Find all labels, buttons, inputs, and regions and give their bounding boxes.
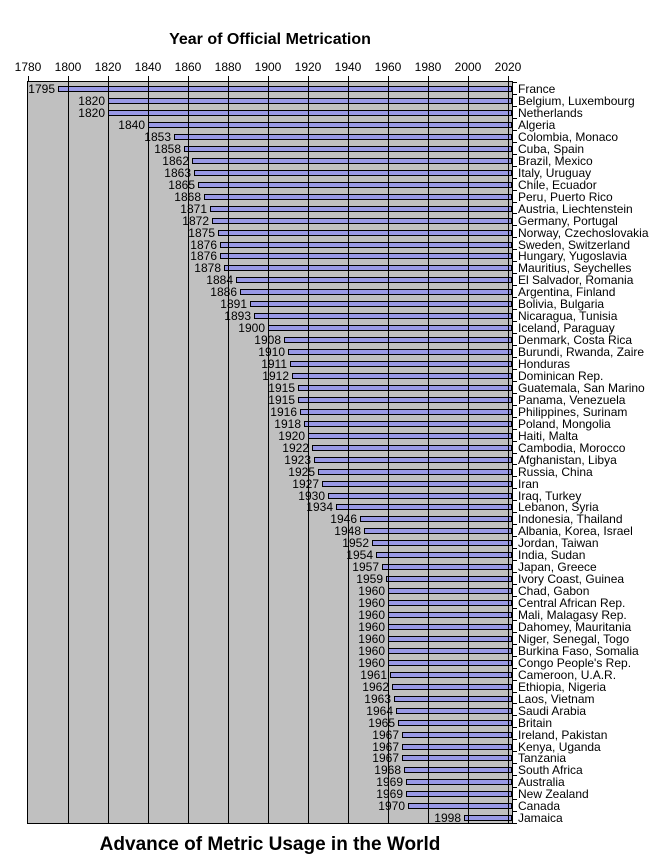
metrication-bar	[314, 457, 512, 463]
gridline	[148, 82, 149, 823]
category-axis-tick	[513, 249, 517, 250]
country-label: Albania, Korea, Israel	[518, 524, 633, 538]
category-axis-tick	[513, 823, 517, 824]
category-axis-tick	[513, 213, 517, 214]
country-label: Jamaica	[518, 811, 563, 825]
footer-title: Advance of Metric Usage in the World	[99, 834, 441, 855]
bar-year-label: 1795	[28, 82, 55, 96]
bar-year-label: 1923	[284, 453, 311, 467]
category-axis-tick	[513, 500, 517, 501]
plot-area	[27, 81, 513, 824]
bar-year-label: 1875	[188, 226, 215, 240]
bar-year-label: 1960	[358, 584, 385, 598]
category-axis-tick	[513, 536, 517, 537]
bar-year-label: 1915	[268, 393, 295, 407]
category-axis-tick	[513, 680, 517, 681]
gridline	[468, 82, 469, 823]
x-axis-tick-label: 1940	[334, 60, 362, 74]
country-label: Germany, Portugal	[518, 214, 618, 228]
category-axis-tick	[513, 668, 517, 669]
category-axis-tick	[513, 632, 517, 633]
bar-year-label: 1998	[434, 811, 461, 825]
category-axis-tick	[513, 453, 517, 454]
gridline	[108, 82, 109, 823]
bar-year-label: 1820	[78, 106, 105, 120]
category-axis-tick	[513, 333, 517, 334]
metrication-bar	[388, 588, 512, 594]
metrication-bar	[288, 349, 512, 355]
category-axis-tick	[513, 739, 517, 740]
x-axis-tick	[468, 76, 469, 81]
metrication-bar	[386, 576, 512, 582]
category-axis-tick	[513, 608, 517, 609]
bar-year-label: 1853	[144, 130, 171, 144]
x-axis-tick	[68, 76, 69, 81]
country-label: Iran	[518, 477, 539, 491]
country-label: Brazil, Mexico	[518, 154, 593, 168]
country-label: Norway, Czechoslovakia	[518, 226, 649, 240]
bar-year-label: 1925	[288, 465, 315, 479]
category-axis-tick	[513, 644, 517, 645]
country-label: Japan, Greece	[518, 560, 597, 574]
category-axis-tick	[513, 345, 517, 346]
category-axis-tick	[513, 596, 517, 597]
category-axis-tick	[513, 572, 517, 573]
country-label: Cuba, Spain	[518, 142, 585, 156]
country-label: Dahomey, Mauritania	[518, 620, 632, 634]
bar-year-label: 1865	[168, 178, 195, 192]
bar-year-label: 1840	[118, 118, 145, 132]
gridline	[348, 82, 349, 823]
metrication-bar	[198, 182, 512, 188]
category-axis-tick	[513, 166, 517, 167]
country-label: Ireland, Pakistan	[518, 728, 608, 742]
bar-year-label: 1927	[292, 477, 319, 491]
metrication-bar	[290, 361, 512, 367]
bar-year-label: 1963	[364, 692, 391, 706]
country-label: Iceland, Paraguay	[518, 321, 615, 335]
country-label: New Zealand	[518, 787, 589, 801]
metrication-bar	[210, 206, 512, 212]
x-axis-tick-label: 1800	[54, 60, 82, 74]
x-axis-tick-label: 1980	[414, 60, 442, 74]
metrication-bar	[148, 122, 512, 128]
category-axis-tick	[513, 357, 517, 358]
bar-year-label: 1878	[194, 261, 221, 275]
bar-year-label: 1900	[238, 321, 265, 335]
country-label: Peru, Puerto Rico	[518, 190, 613, 204]
metrication-bar	[192, 158, 512, 164]
category-axis-tick	[513, 524, 517, 525]
category-axis-tick	[513, 488, 517, 489]
metrication-bar	[336, 504, 512, 510]
category-axis-tick	[513, 154, 517, 155]
metrication-bar	[360, 516, 512, 522]
category-axis-tick	[513, 715, 517, 716]
country-label: Saudi Arabia	[518, 704, 587, 718]
x-axis-tick	[508, 76, 509, 81]
x-axis-tick-label: 1820	[94, 60, 122, 74]
country-label: Chad, Gabon	[518, 584, 590, 598]
category-axis-tick	[513, 82, 517, 83]
country-label: Indonesia, Thailand	[518, 512, 623, 526]
bar-year-label: 1965	[368, 716, 395, 730]
country-label: Niger, Senegal, Togo	[518, 632, 630, 646]
metrication-bar	[392, 684, 512, 690]
metrication-bar	[364, 528, 512, 534]
chart-title: Year of Official Metrication	[169, 31, 371, 48]
x-axis-tick-label: 1900	[254, 60, 282, 74]
country-label: Britain	[518, 716, 553, 730]
metrication-bar	[402, 755, 512, 761]
bar-year-label: 1960	[358, 608, 385, 622]
x-axis-tick	[308, 76, 309, 81]
x-axis-tick-label: 1780	[14, 60, 42, 74]
metrication-bar	[240, 289, 512, 295]
category-axis-tick	[513, 775, 517, 776]
bar-year-label: 1862	[162, 154, 189, 168]
category-axis-tick	[513, 237, 517, 238]
bar-year-label: 1957	[352, 560, 379, 574]
x-axis-tick	[228, 76, 229, 81]
country-label: Austria, Liechtenstein	[518, 202, 633, 216]
bar-year-label: 1967	[372, 728, 399, 742]
country-label: Tanzania	[518, 751, 567, 765]
country-label: Central African Rep.	[518, 596, 626, 610]
category-axis-tick	[513, 94, 517, 95]
metrication-bar	[406, 779, 512, 785]
country-label: Cameroon, U.A.R.	[518, 668, 617, 682]
bar-year-label: 1820	[78, 94, 105, 108]
category-axis-tick	[513, 656, 517, 657]
bar-year-label: 1964	[366, 704, 393, 718]
metrication-bar	[406, 791, 512, 797]
bar-year-label: 1858	[154, 142, 181, 156]
metrication-bar	[174, 134, 512, 140]
x-axis-tick-label: 1920	[294, 60, 322, 74]
metrication-bar	[328, 493, 512, 499]
metrication-bar	[308, 433, 512, 439]
bar-year-label: 1915	[268, 381, 295, 395]
bar-year-label: 1922	[282, 441, 309, 455]
country-label: Ethiopia, Nigeria	[518, 680, 607, 694]
bar-year-label: 1960	[358, 656, 385, 670]
category-axis-tick	[513, 787, 517, 788]
category-axis-tick	[513, 417, 517, 418]
category-axis-tick	[513, 464, 517, 465]
category-axis-tick	[513, 190, 517, 191]
bar-year-label: 1876	[190, 238, 217, 252]
gridline	[68, 82, 69, 823]
country-label: Cambodia, Morocco	[518, 441, 626, 455]
category-axis-tick	[513, 560, 517, 561]
country-label: Honduras	[518, 357, 571, 371]
metrication-bar	[312, 445, 512, 451]
bar-year-label: 1893	[224, 309, 251, 323]
x-axis-tick	[188, 76, 189, 81]
gridline	[268, 82, 269, 823]
bar-year-label: 1876	[190, 249, 217, 263]
metrication-bar	[388, 648, 512, 654]
country-label: Jordan, Taiwan	[518, 536, 599, 550]
category-axis-tick	[513, 763, 517, 764]
bar-year-label: 1961	[360, 668, 387, 682]
x-axis-tick-label: 2020	[494, 60, 522, 74]
category-axis-tick	[513, 692, 517, 693]
bar-year-label: 1912	[262, 369, 289, 383]
metrication-bar	[388, 600, 512, 606]
country-label: Denmark, Costa Rica	[518, 333, 633, 347]
metrication-bar	[396, 708, 512, 714]
bar-year-label: 1959	[356, 572, 383, 586]
bar-year-label: 1886	[210, 285, 237, 299]
country-label: Philippines, Surinam	[518, 405, 628, 419]
metrication-bar	[402, 744, 512, 750]
category-axis-tick	[513, 393, 517, 394]
x-axis-tick	[348, 76, 349, 81]
category-axis-tick	[513, 441, 517, 442]
x-axis-tick-label: 1860	[174, 60, 202, 74]
bar-year-label: 1911	[261, 357, 287, 371]
country-label: India, Sudan	[518, 548, 586, 562]
x-axis-tick	[388, 76, 389, 81]
bar-year-label: 1960	[358, 620, 385, 634]
bar-year-label: 1967	[372, 751, 399, 765]
metrication-bar	[390, 672, 512, 678]
country-label: Chile, Ecuador	[518, 178, 597, 192]
x-axis-tick	[28, 76, 29, 81]
category-axis-tick	[513, 703, 517, 704]
metrication-bar	[322, 481, 512, 487]
bar-year-label: 1970	[378, 799, 405, 813]
country-label: Burkina Faso, Somalia	[518, 644, 639, 658]
category-axis-tick	[513, 381, 517, 382]
country-label: Dominican Rep.	[518, 369, 604, 383]
bar-year-label: 1948	[334, 524, 361, 538]
metrication-bar	[298, 385, 512, 391]
category-axis-tick	[513, 225, 517, 226]
x-axis-tick-label: 2000	[454, 60, 482, 74]
country-label: Algeria	[518, 118, 556, 132]
country-label: Lebanon, Syria	[518, 500, 599, 514]
country-label: Netherlands	[518, 106, 583, 120]
bar-year-label: 1967	[372, 740, 399, 754]
metrication-bar	[250, 301, 512, 307]
country-label: Ivory Coast, Guinea	[518, 572, 625, 586]
country-label: Argentina, Finland	[518, 285, 616, 299]
x-axis-tick	[148, 76, 149, 81]
metrication-bar	[108, 110, 512, 116]
gridline	[508, 82, 509, 823]
country-label: Australia	[518, 775, 565, 789]
country-label: Congo People's Rep.	[518, 656, 632, 670]
country-label: Bolivia, Bulgaria	[518, 297, 605, 311]
metrication-bar	[376, 552, 512, 558]
category-axis-tick	[513, 751, 517, 752]
bar-year-label: 1910	[258, 345, 285, 359]
category-axis-tick	[513, 321, 517, 322]
country-label: Colombia, Monaco	[518, 130, 619, 144]
country-label: Nicaragua, Tunisia	[518, 309, 618, 323]
bar-year-label: 1969	[376, 787, 403, 801]
metrication-bar	[254, 313, 512, 319]
bar-year-label: 1908	[254, 333, 281, 347]
metrication-bar	[382, 564, 512, 570]
bar-year-label: 1872	[182, 214, 209, 228]
bar-year-label: 1960	[358, 632, 385, 646]
x-axis-tick	[268, 76, 269, 81]
bar-year-label: 1934	[306, 500, 333, 514]
category-axis-tick	[513, 811, 517, 812]
gridline	[428, 82, 429, 823]
category-axis-tick	[513, 106, 517, 107]
metrication-bar	[372, 540, 512, 546]
bar-year-label: 1871	[180, 202, 207, 216]
x-axis-tick-label: 1960	[374, 60, 402, 74]
country-label: Laos, Vietnam	[518, 692, 595, 706]
bar-year-label: 1962	[362, 680, 389, 694]
category-axis-tick	[513, 202, 517, 203]
gridline	[228, 82, 229, 823]
metrication-bar	[402, 732, 512, 738]
country-label: Kenya, Uganda	[518, 740, 601, 754]
category-axis-tick	[513, 309, 517, 310]
bar-year-label: 1868	[174, 190, 201, 204]
bar-year-label: 1918	[274, 417, 301, 431]
category-axis-tick	[513, 297, 517, 298]
country-label: Burundi, Rwanda, Zaire	[518, 345, 645, 359]
category-axis-tick	[513, 261, 517, 262]
category-axis-tick	[513, 620, 517, 621]
category-axis-tick	[513, 548, 517, 549]
country-label: Afghanistan, Libya	[518, 453, 617, 467]
metrication-bar	[398, 720, 512, 726]
category-axis-tick	[513, 130, 517, 131]
country-label: Hungary, Yugoslavia	[518, 249, 627, 263]
metrication-bar	[284, 337, 512, 343]
country-label: Poland, Mongolia	[518, 417, 611, 431]
bar-year-label: 1916	[270, 405, 297, 419]
country-label: Panama, Venezuela	[518, 393, 626, 407]
category-axis-tick	[513, 369, 517, 370]
metrication-bar	[408, 803, 512, 809]
x-axis-tick-label: 1840	[134, 60, 162, 74]
x-axis-tick	[108, 76, 109, 81]
metrication-bar	[194, 170, 512, 176]
metrication-bar	[108, 98, 512, 104]
country-label: Sweden, Switzerland	[518, 238, 631, 252]
bar-year-label: 1946	[330, 512, 357, 526]
country-label: Russia, China	[518, 465, 593, 479]
category-axis-tick	[513, 142, 517, 143]
category-axis-tick	[513, 512, 517, 513]
category-axis-tick	[513, 476, 517, 477]
bar-year-label: 1960	[358, 644, 385, 658]
metrication-bar	[236, 277, 512, 283]
country-label: France	[518, 82, 556, 96]
x-axis-tick	[428, 76, 429, 81]
bar-year-label: 1969	[376, 775, 403, 789]
category-axis-tick	[513, 285, 517, 286]
country-label: Iraq, Turkey	[518, 489, 582, 503]
bar-year-label: 1920	[278, 429, 305, 443]
metrication-bar	[388, 612, 512, 618]
category-axis-tick	[513, 273, 517, 274]
category-axis-tick	[513, 429, 517, 430]
country-label: Belgium, Luxembourg	[518, 94, 635, 108]
country-label: El Salvador, Romania	[518, 273, 634, 287]
metrication-bar	[292, 373, 512, 379]
metrication-bar	[388, 624, 512, 630]
metrication-bar	[212, 218, 512, 224]
bar-year-label: 1863	[164, 166, 191, 180]
country-label: Italy, Uruguay	[518, 166, 592, 180]
category-axis-tick	[513, 799, 517, 800]
country-label: Mauritius, Seychelles	[518, 261, 632, 275]
metrication-bar	[394, 696, 512, 702]
bar-year-label: 1968	[374, 763, 401, 777]
bar-year-label: 1884	[206, 273, 233, 287]
metrication-bar	[58, 86, 512, 92]
metrication-bar	[464, 815, 512, 821]
metrication-bar	[204, 194, 512, 200]
country-label: Haiti, Malta	[518, 429, 579, 443]
bar-year-label: 1891	[220, 297, 247, 311]
x-axis-tick-label: 1880	[214, 60, 242, 74]
country-label: Mali, Malagasy Rep.	[518, 608, 627, 622]
category-axis-tick	[513, 584, 517, 585]
metrication-bar	[404, 767, 512, 773]
metrication-bar	[298, 397, 512, 403]
metrication-bar	[268, 325, 512, 331]
metrication-bar	[300, 409, 512, 415]
category-axis-tick	[513, 405, 517, 406]
country-label: Guatemala, San Marino	[518, 381, 645, 395]
category-axis-tick	[513, 118, 517, 119]
bar-year-label: 1930	[298, 489, 325, 503]
bar-year-label: 1952	[342, 536, 369, 550]
metrication-bar	[388, 636, 512, 642]
metrication-bar	[388, 660, 512, 666]
metrication-bar	[304, 421, 512, 427]
country-label: Canada	[518, 799, 561, 813]
category-axis-tick	[513, 178, 517, 179]
country-label: South Africa	[518, 763, 583, 777]
bar-year-label: 1954	[346, 548, 373, 562]
category-axis-tick	[513, 727, 517, 728]
bar-year-label: 1960	[358, 596, 385, 610]
